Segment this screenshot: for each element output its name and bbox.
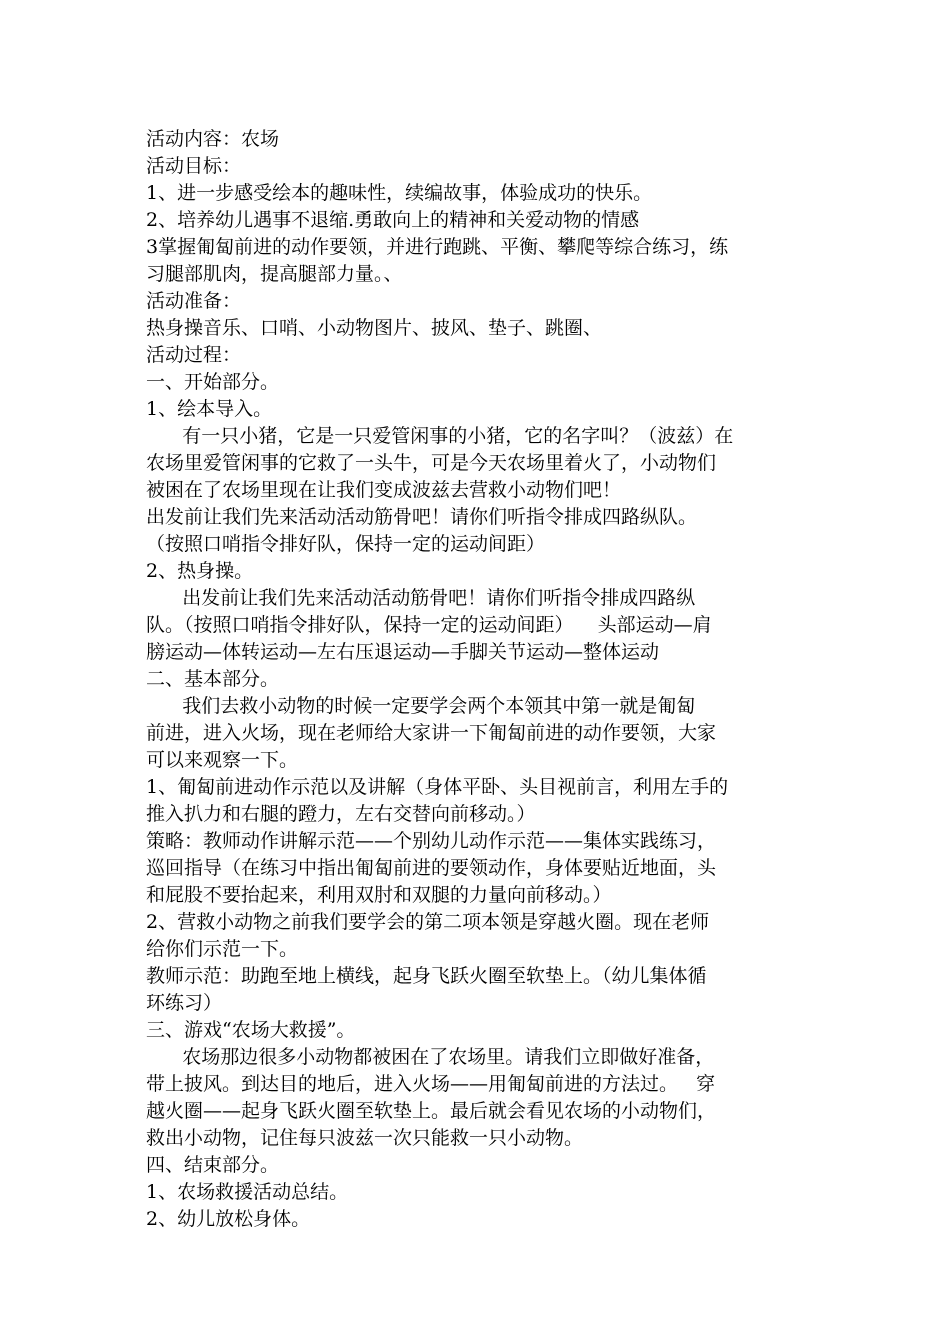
- text-line: 队。（按照口哨指令排好队，保持一定的运动间距） 头部运动—肩: [146, 614, 712, 636]
- text-line: 巡回指导（在练习中指出匍匐前进的要领动作，身体要贴近地面，头: [146, 857, 717, 879]
- text-line: （按照口哨指令排好队，保持一定的运动间距）: [146, 533, 546, 555]
- text-line: 2、幼儿放松身体。: [146, 1208, 311, 1230]
- text-line: 1、进一步感受绘本的趣味性，续编故事，体验成功的快乐。: [146, 182, 653, 204]
- text-line: 推入扒力和右腿的蹬力，左右交替向前移动。）: [146, 803, 536, 825]
- text-line: 活动准备：: [146, 290, 242, 312]
- text-line: 1、农场救援活动总结。: [146, 1181, 349, 1203]
- text-line: 出发前让我们先来活动活动筋骨吧！请你们听指令排成四路纵: [146, 587, 696, 609]
- text-line: 一、开始部分。: [146, 371, 280, 393]
- text-line: 3掌握匍匐前进的动作要领，并进行跑跳、平衡、攀爬等综合练习，练: [146, 236, 729, 258]
- text-line: 二、基本部分。: [146, 668, 280, 690]
- text-line: 1、绘本导入。: [146, 398, 273, 420]
- text-line: 三、游戏“农场大救援”。: [146, 1019, 356, 1041]
- text-line: 农场那边很多小动物都被困在了农场里。请我们立即做好准备，: [146, 1046, 715, 1068]
- text-line: 越火圈——起身飞跃火圈至软垫上。最后就会看见农场的小动物们，: [146, 1100, 717, 1122]
- text-line: 农场里爱管闲事的它救了一头牛，可是今天农场里着火了，小动物们: [146, 452, 717, 474]
- text-line: 2、热身操。: [146, 560, 254, 582]
- text-line: 热身操音乐、口哨、小动物图片、披风、垫子、跳圈、: [146, 317, 603, 339]
- text-line: 2、营救小动物之前我们要学会的第二项本领是穿越火圈。现在老师: [146, 911, 710, 933]
- text-line: 救出小动物，记住每只波兹一次只能救一只小动物。: [146, 1127, 584, 1149]
- text-line: 膀运动—体转运动—左右压退运动—手脚关节运动—整体运动: [146, 641, 660, 663]
- text-line: 有一只小猪，它是一只爱管闲事的小猪，它的名字叫？（波兹）在: [146, 425, 734, 447]
- text-line: 被困在了农场里现在让我们变成波兹去营救小动物们吧！: [146, 479, 622, 501]
- text-line: 活动过程：: [146, 344, 242, 366]
- text-line: 环练习）: [146, 992, 223, 1014]
- text-line: 策略：教师动作讲解示范——个别幼儿动作示范——集体实践练习，: [146, 830, 717, 852]
- text-line: 给你们示范一下。: [146, 938, 299, 960]
- text-line: 活动内容：农场: [146, 128, 280, 150]
- text-line: 活动目标：: [146, 155, 242, 177]
- text-line: 我们去救小动物的时候一定要学会两个本领其中第一就是匍匐: [146, 695, 696, 717]
- text-line: 前进，进入火场，现在老师给大家讲一下匍匐前进的动作要领，大家: [146, 722, 717, 744]
- text-line: 1、匍匐前进动作示范以及讲解（身体平卧、头目视前言，利用左手的: [146, 776, 729, 798]
- text-line: 可以来观察一下。: [146, 749, 299, 771]
- text-line: 习腿部肌肉，提高腿部力量。、: [146, 263, 403, 285]
- text-line: 和屁股不要抬起来，利用双肘和双腿的力量向前移动。）: [146, 884, 612, 906]
- document-page: [146, 126, 810, 1233]
- text-line: 四、结束部分。: [146, 1154, 280, 1176]
- text-line: 教师示范：助跑至地上横线，起身飞跃火圈至软垫上。（幼儿集体循: [146, 965, 707, 987]
- text-line: 2、培养幼儿遇事不退缩.勇敢向上的精神和关爱动物的情感: [146, 209, 640, 231]
- text-line: 出发前让我们先来活动活动筋骨吧！请你们听指令排成四路纵队。: [146, 506, 698, 528]
- text-line: 带上披风。到达目的地后，进入火场——用匍匐前进的方法过。 穿: [146, 1073, 716, 1095]
